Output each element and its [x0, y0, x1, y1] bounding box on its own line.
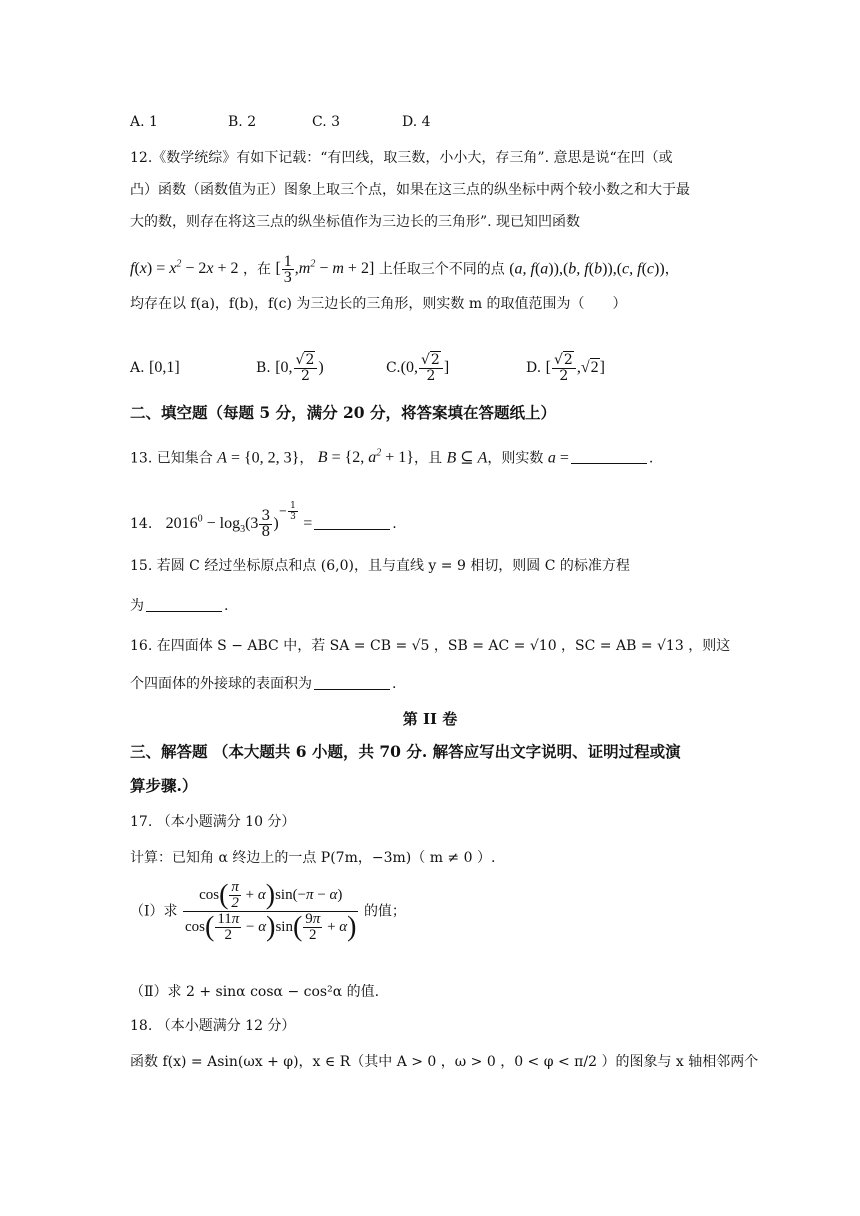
- q12-option-a: A. [0,1]: [130, 359, 180, 376]
- q17-stem: 计算：已知角 α 终边上的一点 P(7m，−3m)（ m ≠ 0 ）.: [130, 850, 496, 866]
- q14-line: 14. $2016^0 - \log_3(3$ $\frac{3}{8}$ )$^{- \frac{1}{3}}$ = .: [130, 501, 397, 540]
- q15-line-2: 为 .: [130, 598, 229, 614]
- q17-part-2: （Ⅱ）求 2 + sinα cosα − cos²α 的值.: [130, 984, 380, 1000]
- q11-option-d: D. 4: [402, 114, 431, 130]
- q13-answer-blank: [571, 449, 647, 464]
- q12-function: $f(x) = x^2 - 2x + 2$: [130, 259, 239, 278]
- q12-option-b: B. [0, $\frac{√2}{2}$ ): [256, 351, 324, 384]
- q15-line-1: 15. 若圆 C 经过坐标原点和点 (6,0)，且与直线 y = 9 相切，则圆 C 的标准方程: [130, 558, 630, 574]
- q17-header: 17. （本小题满分 10 分）: [130, 814, 296, 830]
- section-3-title-line-1: 三、解答题 （本大题共 6 小题，共 70 分. 解答应写出文字说明、证明过程或演: [130, 742, 681, 761]
- q12-option-c: C.(0, $\frac{√2}{2}$ ]: [386, 351, 450, 384]
- q18-header: 18. （本小题满分 12 分）: [130, 1018, 296, 1034]
- q12-points: (a, f(a)),(b, f(b)),(c, f(c)): [509, 260, 665, 278]
- q12-line-1: 12.《数学统综》有如下记载：“有凹线，取三数，小小大，存三角”. 意思是说“在凹（或: [130, 150, 673, 166]
- section-2-title: 二、填空题（每题 5 分，满分 20 分，将答案填在答题纸上）: [130, 403, 556, 422]
- q15-answer-blank: [146, 597, 222, 612]
- q16-line-1: 16. 在四面体 S − ABC 中，若 SA = CB = √5 ，SB = AC = √10 ，SC = AB = √13 ，则这: [130, 638, 731, 654]
- q11-option-b: B. 2: [228, 114, 257, 130]
- q16-answer-blank: [314, 675, 390, 690]
- q13-line: 13. 已知集合 A = {0, 2, 3}， B = {2, $a^2 + 1$}，且 B ⊆ A，则实数 a = .: [130, 448, 654, 467]
- q17-part-1-expression: cos( $\frac{\pi}{2}$ + α)sin(−π − α) cos( $\frac{11\pi}{2}$ − α)sin( $\frac{9\pi}{2}$ + α): [184, 879, 357, 944]
- q12-line-2: 凸）函数（函数值为正）图象上取三个点，如果在这三点的纵坐标中两个较小数之和大于最: [130, 182, 690, 198]
- q11-option-a: A. 1: [130, 114, 158, 130]
- q12-line-4: $f(x) = x^2 - 2x + 2$ ，在 [ $\frac{1}{3}$ $,m^2 - m + 2$] 上任取三个不同的点 (a, f(a)),(b, f(b)),(c, f(c))，: [130, 253, 679, 287]
- q12-interval: [ $\frac{1}{3}$ $,m^2 - m + 2$]: [275, 253, 375, 287]
- q12-line-3: 大的数，则存在将这三点的纵坐标值作为三边长的三角形”. 现已知凹函数: [130, 214, 581, 230]
- q17-part-1: （Ⅰ）求 cos( $\frac{\pi}{2}$ + α)sin(−π − α) cos( $\frac{11\pi}{2}$ − α)sin( $\frac{9\pi}{2}$ + α) 的值；: [130, 879, 406, 944]
- q14-answer-blank: [314, 515, 390, 530]
- q12-option-d: D. [ $\frac{√2}{2}$ ,√2]: [526, 351, 605, 384]
- section-3-title-line-2: 算步骤.）: [130, 776, 198, 795]
- q11-option-c: C. 3: [312, 114, 341, 130]
- q12-text-pick: 上任取三个不同的点: [378, 261, 505, 278]
- q12-line-5: 均存在以 f(a)，f(b)，f(c) 为三边长的三角形，则实数 m 的取值范围为（ ）: [130, 296, 627, 312]
- q16-line-2: 个四面体的外接球的表面积为 .: [130, 676, 397, 692]
- q12-text-on: ，在: [242, 261, 271, 278]
- q18-stem: 函数 f(x) = Asin(ωx + φ)，x ∈ R（其中 A > 0 ，ω > 0 ，0 < φ < π/2 ）的图象与 x 轴相邻两个: [130, 1054, 759, 1070]
- volume-title: 第 II 卷: [402, 710, 458, 728]
